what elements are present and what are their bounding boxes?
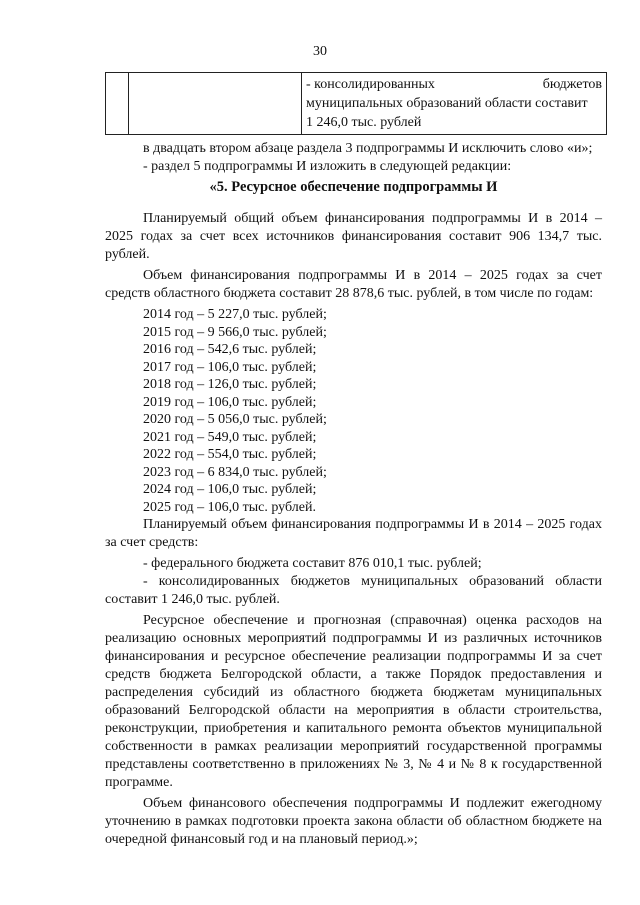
- continuation-table: [105, 72, 607, 135]
- table-cell-line1-b: бюджетов: [542, 77, 602, 92]
- paragraph-regional-funding: Объем финансирования подпрограммы И в 2014 – 2025 годах за счет средств областного бюджета составит 28 878,6 тыс. рублей, в том числе по годам:: [105, 268, 602, 301]
- list-item: 2025 год – 106,0 тыс. рублей.: [143, 499, 316, 515]
- paragraph-total-funding: Планируемый общий объем финансирования подпрограммы И в 2014 – 2025 годах за счет всех источников финансирования составит 906 134,7 тыс. рублей.: [105, 211, 602, 262]
- list-item: 2017 год – 106,0 тыс. рублей;: [143, 359, 317, 375]
- list-item: 2014 год – 5 227,0 тыс. рублей;: [143, 307, 327, 322]
- list-item: 2021 год – 549,0 тыс. рублей;: [143, 429, 317, 445]
- paragraph-annual-update: Объем финансового обеспечения подпрограммы И подлежит ежегодному уточнению в рамках подготовки проекта закона области об областном бюджете на очередной финансовый год и на плановый период.»;: [105, 796, 602, 847]
- list-item: 2015 год – 9 566,0 тыс. рублей;: [143, 324, 327, 340]
- table-cell-empty-1: [106, 73, 129, 135]
- paragraph-sources: Планируемый объем финансирования подпрограммы И в 2014 – 2025 годах за счет средств:: [105, 517, 602, 550]
- list-item: 2019 год – 106,0 тыс. рублей;: [143, 394, 317, 410]
- table-cell-line3: 1 246,0 тыс. рублей: [306, 115, 422, 130]
- list-item: 2022 год – 554,0 тыс. рублей;: [143, 447, 317, 462]
- amendment-line-1: в двадцать втором абзаце раздела 3 подпрограммы И исключить слово «и»;: [143, 141, 593, 156]
- list-item: 2018 год – 126,0 тыс. рублей;: [143, 377, 317, 392]
- amendment-line-2: - раздел 5 подпрограммы И изложить в следующей редакции:: [143, 159, 512, 174]
- table-cell-text: [302, 73, 607, 135]
- table-cell-line1-a: - консолидированных: [306, 77, 435, 92]
- list-item: 2016 год – 542,6 тыс. рублей;: [143, 342, 317, 357]
- table-cell-line2: муниципальных образований области составит: [306, 96, 588, 111]
- section-heading: «5. Ресурсное обеспечение подпрограммы И: [209, 179, 498, 195]
- yearly-funding-list: [105, 306, 602, 516]
- list-item: 2020 год – 5 056,0 тыс. рублей;: [143, 412, 327, 427]
- document-body: [105, 140, 602, 852]
- federal-budget-line: - федерального бюджета составит 876 010,1 тыс. рублей;: [143, 556, 482, 571]
- list-item: 2024 год – 106,0 тыс. рублей;: [143, 482, 317, 497]
- list-item: 2023 год – 6 834,0 тыс. рублей;: [143, 464, 327, 480]
- page-number: 30: [313, 44, 327, 59]
- table-row: [106, 73, 607, 135]
- paragraph-resource-support: Ресурсное обеспечение и прогнозная (справочная) оценка расходов на реализацию основных мероприятий подпрограммы И из различных источников финансирования и ресурсное обеспечение реализации подпрограммы И за счет средств бюджета Белгородской области, а также Порядок предоставления и распределения субсидий из областного бюджета бюджетам муниципальных образований Белгородской области на мероприятия в области строительства, реконструкции, приобретения и капитального ремонта объектов муниципальной собственности в рамках реализации мероприятий государственной программы представлены соответственно в приложениях № 3, № 4 и № 8 к государственной программе.: [105, 613, 602, 790]
- municipal-budget-line: - консолидированных бюджетов муниципальных образований области составит 1 246,0 тыс. рублей.: [105, 574, 602, 607]
- table-cell-empty-2: [129, 73, 302, 135]
- table-cell-line1: [306, 75, 602, 94]
